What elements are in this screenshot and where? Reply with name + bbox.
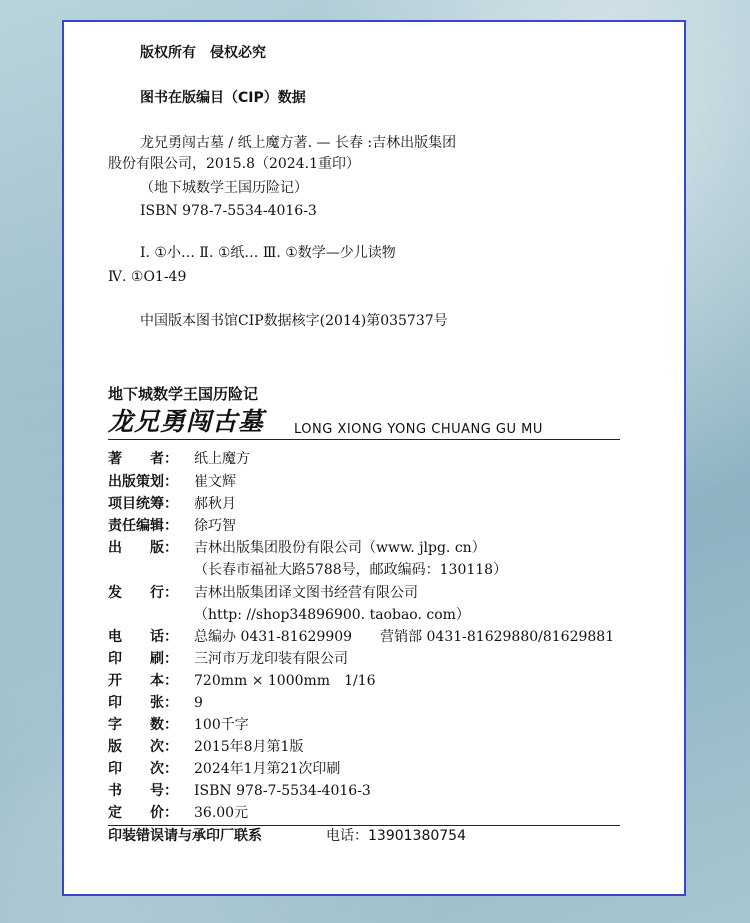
detail-label: 电 话： bbox=[108, 629, 178, 645]
detail-label: 定 价： bbox=[108, 805, 178, 821]
detail-label: 开 本： bbox=[108, 673, 178, 689]
detail-label: 印 刷： bbox=[108, 651, 178, 667]
detail-value: 总编办 0431-81629909 营销部 0431-81629880/81629881 bbox=[194, 629, 615, 645]
detail-value: 36.00元 bbox=[194, 805, 249, 821]
book-title: 龙兄勇闯古墓 bbox=[108, 407, 265, 436]
detail-value: 100千字 bbox=[194, 717, 249, 733]
footer-divider bbox=[108, 825, 620, 826]
footer-notice: 印装错误请与承印厂联系 bbox=[108, 828, 262, 844]
cip-classification: Ⅳ. ①O1-49 bbox=[108, 269, 187, 285]
detail-value: 吉林出版集团股份有限公司（www. jlpg. cn） bbox=[194, 540, 486, 556]
detail-label: 项目统筹： bbox=[108, 496, 178, 512]
cip-line: 龙兄勇闯古墓 / 纸上魔方著. — 长春 :吉林出版集团 bbox=[140, 135, 457, 151]
detail-label: 出 版： bbox=[108, 540, 178, 556]
title-divider bbox=[108, 439, 620, 440]
copyright-notice: 版权所有 侵权必究 bbox=[140, 45, 266, 61]
cip-verification: 中国版本图书馆CIP数据核字(2014)第035737号 bbox=[140, 313, 448, 329]
detail-value: 崔文辉 bbox=[194, 474, 236, 490]
detail-value: 徐巧智 bbox=[194, 518, 236, 534]
footer-phone: 电话：13901380754 bbox=[326, 828, 466, 844]
cip-line: （地下城数学王国历险记） bbox=[140, 180, 308, 196]
series-title: 地下城数学王国历险记 bbox=[108, 385, 259, 403]
detail-value: 郝秋月 bbox=[194, 496, 236, 512]
detail-value: 9 bbox=[194, 695, 203, 711]
detail-label: 印 张： bbox=[108, 695, 178, 711]
copyright-page bbox=[62, 20, 686, 896]
detail-label: 书 号： bbox=[108, 783, 178, 799]
cip-heading: 图书在版编目（CIP）数据 bbox=[140, 90, 306, 106]
cip-classification: Ⅰ. ①小… Ⅱ. ①纸… Ⅲ. ①数学—少儿读物 bbox=[140, 245, 396, 261]
book-title-pinyin: LONG XIONG YONG CHUANG GU MU bbox=[294, 422, 543, 437]
detail-value: 720mm × 1000mm 1/16 bbox=[194, 673, 376, 689]
detail-label: 发 行： bbox=[108, 585, 178, 601]
detail-value: 三河市万龙印装有限公司 bbox=[194, 651, 348, 667]
cip-isbn: ISBN 978-7-5534-4016-3 bbox=[140, 203, 317, 219]
detail-label: 责任编辑： bbox=[108, 518, 178, 534]
detail-value: 纸上魔方 bbox=[194, 451, 250, 467]
detail-label: 印 次： bbox=[108, 761, 178, 777]
detail-value: （长春市福祉大路5788号，邮政编码：130118） bbox=[194, 562, 508, 578]
detail-value: 2015年8月第1版 bbox=[194, 739, 304, 755]
detail-label: 版 次： bbox=[108, 739, 178, 755]
detail-value: ISBN 978-7-5534-4016-3 bbox=[194, 783, 371, 799]
detail-value: （http: //shop34896900. taobao. com） bbox=[194, 607, 470, 623]
detail-label: 著 者： bbox=[108, 451, 178, 467]
detail-label: 出版策划： bbox=[108, 474, 178, 490]
cip-line: 股份有限公司，2015.8（2024.1重印） bbox=[108, 156, 360, 172]
detail-value: 2024年1月第21次印刷 bbox=[194, 761, 341, 777]
detail-label: 字 数： bbox=[108, 717, 178, 733]
detail-value: 吉林出版集团译文图书经营有限公司 bbox=[194, 585, 418, 601]
